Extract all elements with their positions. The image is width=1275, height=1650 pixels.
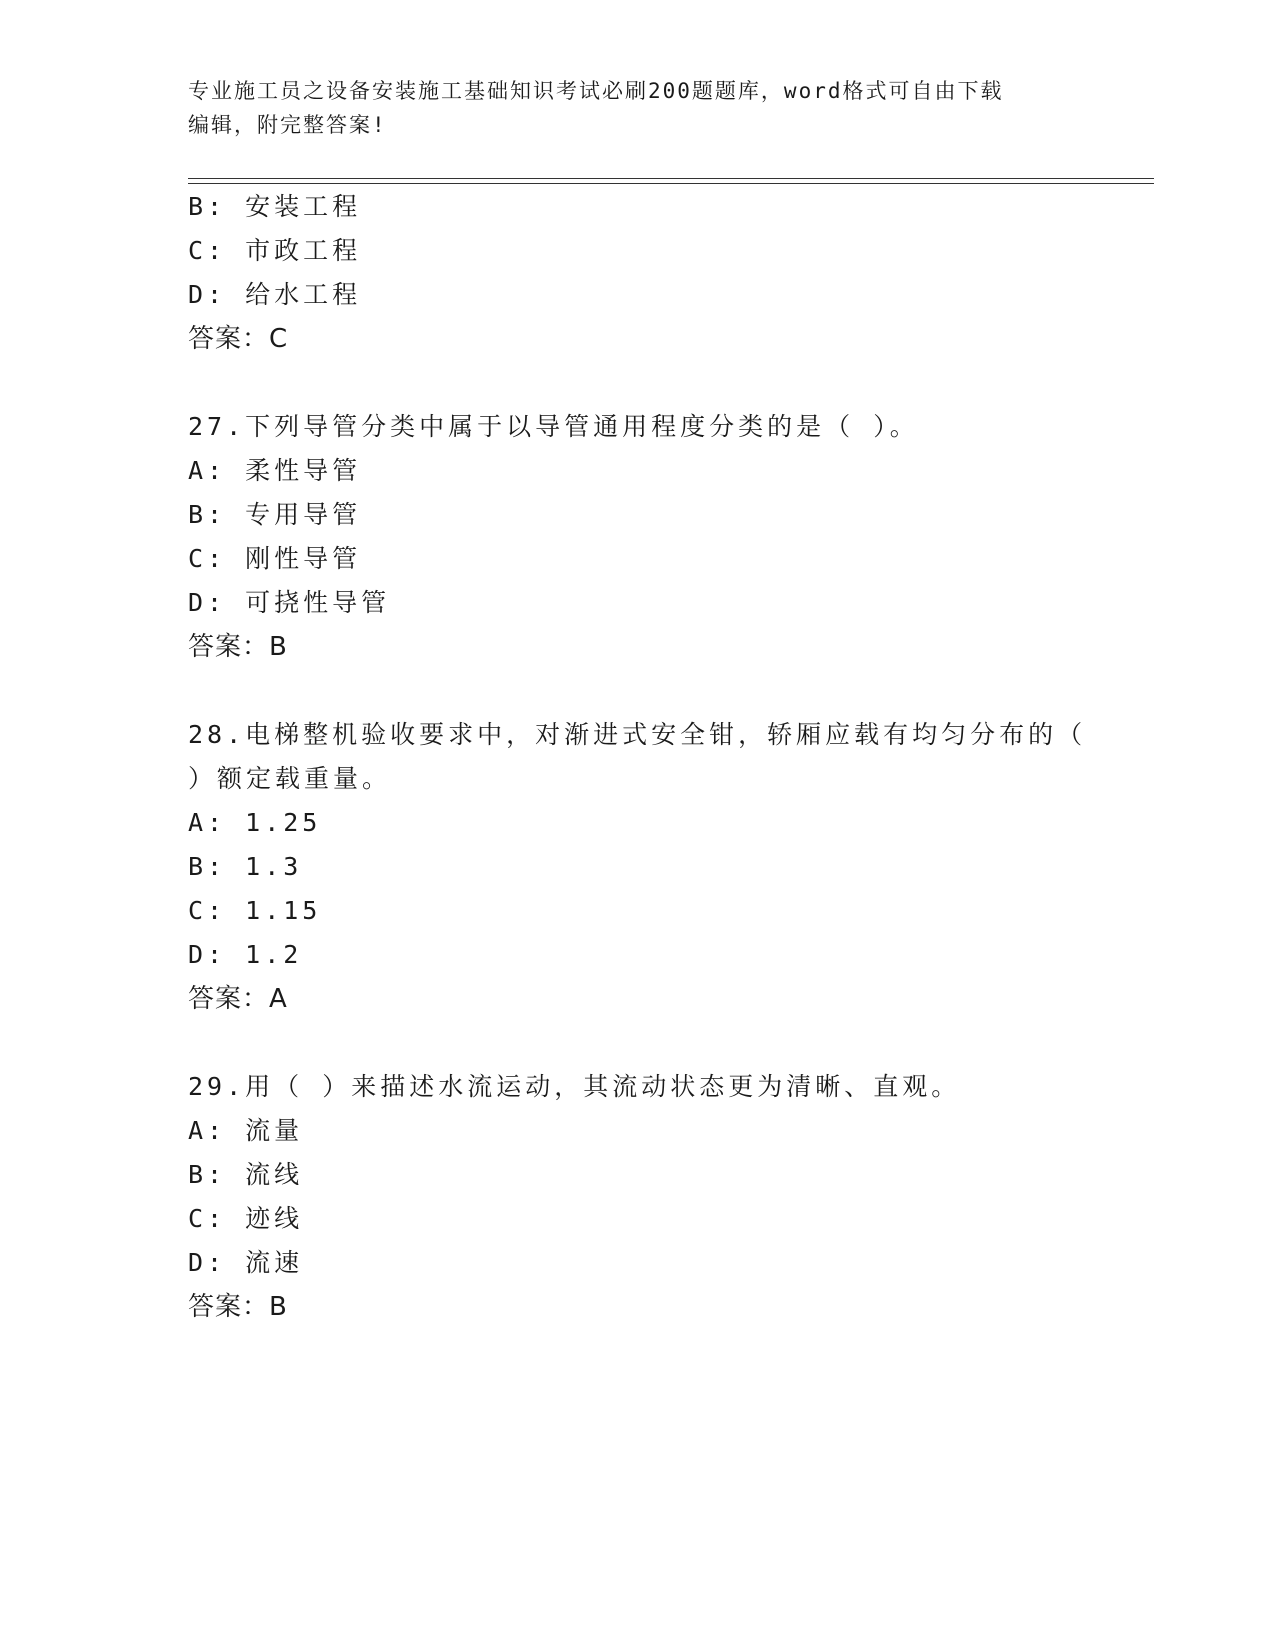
document-header [188, 74, 1088, 142]
q29-answer: 答案：B [188, 1292, 288, 1322]
q27-option-a: A: 柔性导管 [188, 456, 362, 485]
header-line-1: 专业施工员之设备安装施工基础知识考试必刷200题题库，word格式可自由下载 [188, 79, 1004, 103]
q28-option-a: A: 1.25 [188, 808, 322, 837]
q27-option-b: B: 专用导管 [188, 500, 362, 529]
q26-option-d: D: 给水工程 [188, 280, 362, 309]
q26-answer: 答案：C [188, 324, 289, 354]
q28-stem-line-2: ）额定载重量。 [188, 764, 392, 793]
q27-option-c: C: 刚性导管 [188, 544, 362, 573]
q28-option-b: B: 1.3 [188, 852, 303, 881]
q27-option-d: D: 可挠性导管 [188, 588, 391, 617]
header-divider-bottom [188, 183, 1154, 184]
q29-stem: 29.用（ ）来描述水流运动，其流动状态更为清晰、直观。 [188, 1072, 961, 1101]
header-line-2: 编辑，附完整答案! [188, 113, 387, 137]
q29-option-b: B: 流线 [188, 1160, 304, 1189]
q28-answer: 答案：A [188, 984, 288, 1014]
header-divider-top [188, 178, 1154, 179]
q29-option-d: D: 流速 [188, 1248, 304, 1277]
q29-option-a: A: 流量 [188, 1116, 304, 1145]
q28-option-c: C: 1.15 [188, 896, 322, 925]
q27-answer: 答案：B [188, 632, 288, 662]
q29-option-c: C: 迹线 [188, 1204, 304, 1233]
q26-option-c: C: 市政工程 [188, 236, 362, 265]
q27-stem: 27.下列导管分类中属于以导管通用程度分类的是（ ）。 [188, 412, 919, 441]
q28-option-d: D: 1.2 [188, 940, 303, 969]
q26-option-b: B: 安装工程 [188, 192, 362, 221]
q28-stem-line-1: 28.电梯整机验收要求中，对渐进式安全钳，轿厢应载有均匀分布的（ [188, 720, 1087, 749]
